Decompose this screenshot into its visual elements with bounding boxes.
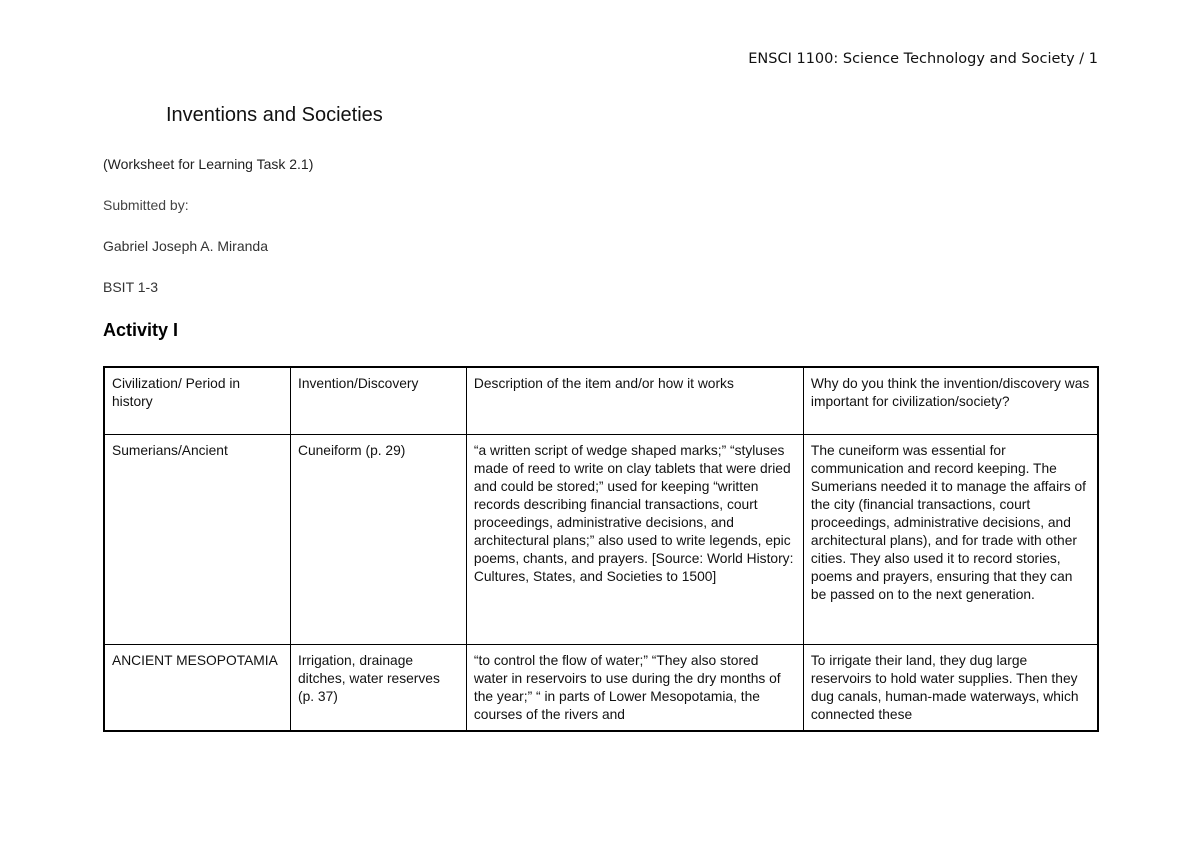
- cell-importance-text: To irrigate their land, they dug large reservoirs to hold water supplies. Then they dug canals, human-made waterways, which connected these: [810, 653, 1079, 722]
- cell-importance: [803, 645, 1098, 732]
- cell-importance: The cuneiform was essential for communication and record keeping. The Sumerians needed it to manage the affairs of the city (financial transactions, court proceedings, administrative decisions, and architectural plans), and for trade with other cities. They also used it to record stories, poems and prayers, ensuring that they can be passed on to the next generation.: [803, 435, 1098, 645]
- cell-civilization-text: ANCIENT MESOPOTAMIA: [112, 653, 278, 668]
- table-header-row: [104, 367, 1098, 435]
- running-header: ENSCI 1100: Science Technology and Society / 1: [748, 51, 1098, 67]
- header-civilization: Civilization/ Period in history: [104, 367, 291, 435]
- student-name: Gabriel Joseph A. Miranda: [103, 238, 268, 254]
- cell-description: [466, 645, 803, 732]
- header-description: Description of the item and/or how it works: [466, 367, 803, 435]
- cell-invention: [291, 645, 467, 732]
- activity-heading: Activity I: [103, 320, 179, 340]
- cell-description: “a written script of wedge shaped marks;” “styluses made of reed to write on clay tablets that were dried and could be stored;” used for keeping “written records describing financial transactions, court proceedings, administrative decisions, and architectural plans;” also used to write legends, epic poems, chants, and prayers. [Source: World History: Cultures, States, and Societies to 1500]: [466, 435, 803, 645]
- document-title: Inventions and Societies: [166, 104, 383, 126]
- cell-description-text: “to control the flow of water;” “They also stored water in reservoirs to use during the dry months of the year;” “ in parts of Lower Mesopotamia, the courses of the rivers and: [473, 653, 781, 722]
- table-row: [104, 435, 1098, 645]
- cell-civilization: [104, 645, 291, 732]
- cell-invention: Cuneiform (p. 29): [291, 435, 467, 645]
- cell-civilization: Sumerians/Ancient: [104, 435, 291, 645]
- activity-table: [103, 366, 1099, 732]
- header-invention: Invention/Discovery: [291, 367, 467, 435]
- table-row: [104, 645, 1098, 732]
- submitted-by-label: Submitted by:: [103, 197, 189, 213]
- student-section: BSIT 1-3: [103, 279, 158, 295]
- cell-invention-text: Irrigation, drainage ditches, water reserves (p. 37): [298, 653, 440, 704]
- header-importance: Why do you think the invention/discovery was important for civilization/society?: [803, 367, 1098, 435]
- worksheet-subtitle: (Worksheet for Learning Task 2.1): [103, 156, 314, 172]
